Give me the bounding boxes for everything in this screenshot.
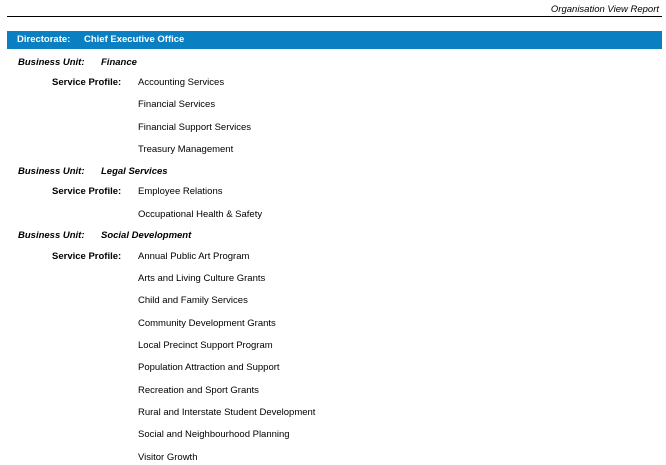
- service-profile-item: Treasury Management: [138, 144, 234, 155]
- business-unit-row: [18, 165, 168, 178]
- directorate-label: Directorate:: [17, 34, 71, 45]
- service-profile-item: Social and Neighbourhood Planning: [138, 429, 290, 440]
- business-unit-row: [18, 229, 192, 242]
- service-profile-item: Rural and Interstate Student Development: [138, 407, 316, 418]
- service-profile-label: Service Profile:: [52, 77, 122, 88]
- business-unit-label: Business Unit:: [18, 57, 85, 68]
- service-profile-item: Employee Relations: [138, 186, 223, 197]
- report-title: Organisation View Report: [550, 4, 659, 15]
- business-unit-name: Finance: [101, 57, 137, 68]
- service-profile-item: Visitor Growth: [138, 452, 198, 463]
- business-unit-label: Business Unit:: [18, 166, 85, 177]
- service-profile-item: Annual Public Art Program: [138, 251, 250, 262]
- service-profile-item: Recreation and Sport Grants: [138, 385, 259, 396]
- service-profile-item: Local Precinct Support Program: [138, 340, 273, 351]
- service-profile-item: Arts and Living Culture Grants: [138, 273, 266, 284]
- service-profile-label: Service Profile:: [52, 186, 122, 197]
- service-profile-item: Financial Services: [138, 99, 216, 110]
- directorate-header: [7, 31, 662, 49]
- service-profile-label: Service Profile:: [52, 251, 122, 262]
- service-profile-item: Accounting Services: [138, 77, 225, 88]
- business-unit-name: Social Development: [101, 230, 192, 241]
- directorate-name: Chief Executive Office: [84, 34, 185, 45]
- service-profile-item: Financial Support Services: [138, 122, 251, 133]
- service-profile-item: Population Attraction and Support: [138, 362, 280, 373]
- service-profile-item: Occupational Health & Safety: [138, 209, 263, 220]
- header-divider: [7, 16, 662, 17]
- business-unit-name: Legal Services: [101, 166, 168, 177]
- service-profile-item: Child and Family Services: [138, 295, 248, 306]
- service-profile-item: Community Development Grants: [138, 318, 276, 329]
- business-unit-row: [18, 56, 137, 69]
- business-unit-label: Business Unit:: [18, 230, 85, 241]
